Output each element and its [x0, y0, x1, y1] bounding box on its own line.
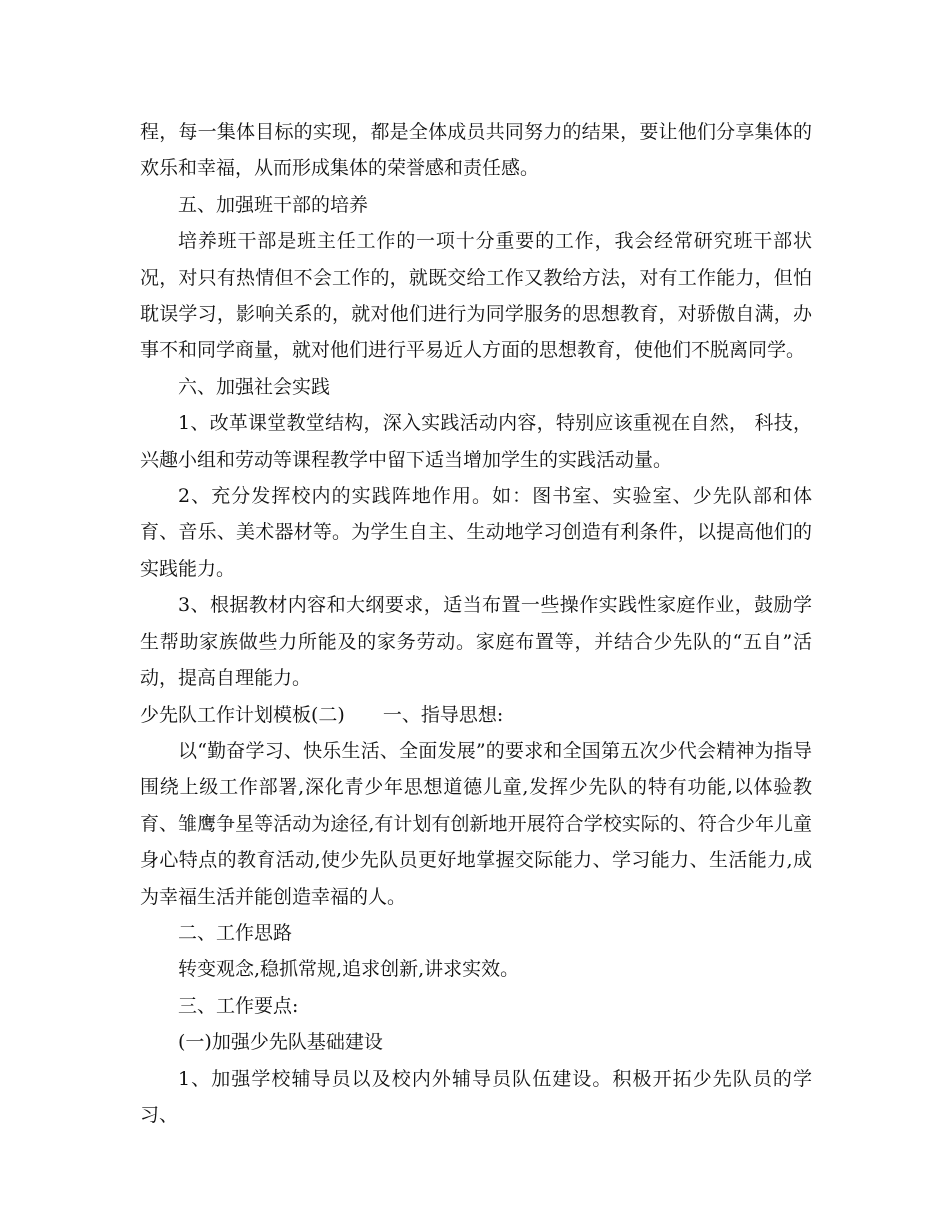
paragraph-practice-item-2: 2、充分发挥校内的实践阵地作用。如：图书室、实验室、少先队部和体育、音乐、美术器材等。为学生自主、生动地学习创造有利条件，以提高他们的实践能力。 [140, 485, 812, 580]
paragraph-counselor-building: 1、加强学校辅导员以及校内外辅导员队伍建设。积极开拓少先队员的学习、 [140, 1067, 812, 1126]
paragraph-guiding-thought: 以“勤奋学习、快乐生活、全面发展”的要求和全国第五次少代会精神为指导围绕上级工作部署,深化青少年思想道德儿童,发挥少先队的特有功能,以体验教育、雏鹰争星等活动为途径,有计划有创新地开展符合学校实际的、符合少年儿童身心特点的教育活动,使少先队员更好地掌握交际能力、学习能力、生活能力,成为幸福生活并能创造幸福的人。 [140, 739, 812, 908]
paragraph-cadre-training: 培养班干部是班主任工作的一项十分重要的工作，我会经常研究班干部状况，对只有热情但不会工作的，就既交给工作又教给方法，对有工作能力，但怕耽误学习，影响关系的，就对他们进行为同学服务的思想教育，对骄傲自满，办事不和同学商量，就对他们进行平易近人方面的思想教育，使他们不脱离同学。 [140, 230, 812, 362]
section-heading-work-points: 三、工作要点: [178, 994, 299, 1017]
section-heading-work-approach: 二、工作思路 [178, 921, 293, 944]
paragraph-practice-item-1: 1、改革课堂教堂结构，深入实践活动内容，特别应该重视在自然， 科技，兴趣小组和劳动等课程教学中留下适当增加学生的实践活动量。 [140, 412, 812, 471]
paragraph-work-approach: 转变观念,稳抓常规,追求创新,讲求实效。 [178, 958, 520, 981]
subsection-heading-foundation: (一)加强少先队基础建设 [178, 1031, 383, 1054]
template-title-line: 少先队工作计划模板(二) 一、指导思想: [140, 703, 504, 726]
paragraph-continuation: 程，每一集体目标的实现，都是全体成员共同努力的结果，要让他们分享集体的欢乐和幸福，从而形成集体的荣誉感和责任感。 [140, 121, 812, 180]
document-body [140, 114, 812, 1133]
paragraph-practice-item-3: 3、根据教材内容和大纲要求，适当布置一些操作实践性家庭作业，鼓励学生帮助家族做些力所能及的家务劳动。家庭布置等，并结合少先队的“五自”活动，提高自理能力。 [140, 594, 812, 690]
section-heading-social-practice: 六、加强社会实践 [178, 375, 331, 398]
section-heading-cadre-training: 五、加强班干部的培养 [178, 193, 369, 216]
